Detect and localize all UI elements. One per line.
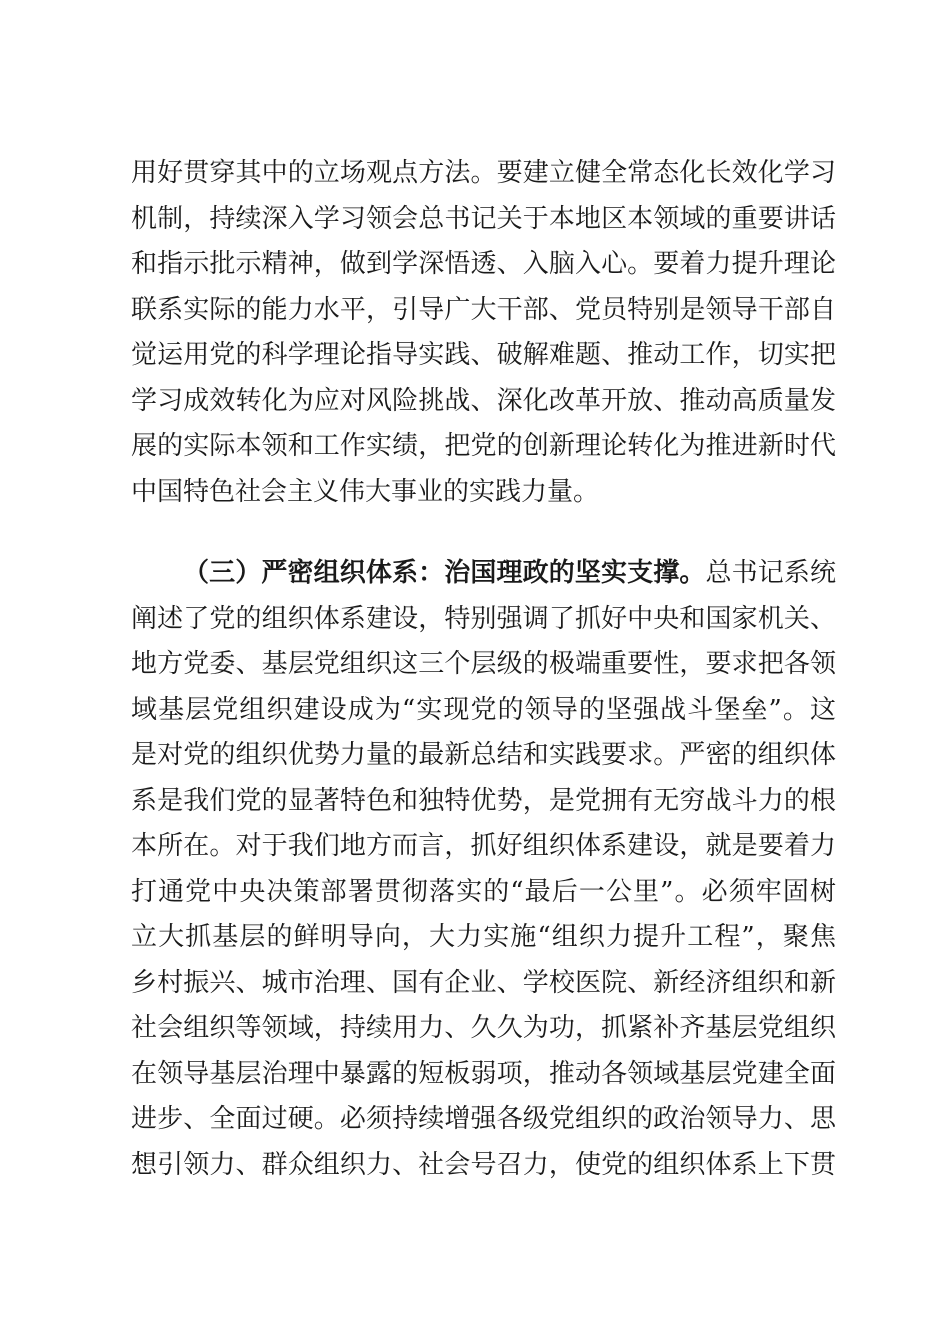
heading-continuation: 总书记系统 bbox=[705, 558, 836, 588]
text-line: 想引领力、群众组织力、社会号召力，使党的组织体系上下贯 bbox=[131, 1149, 836, 1180]
paragraph-study-mechanism bbox=[131, 151, 836, 515]
text-line: 域基层党组织建设成为“实现党的领导的坚强战斗堡垒”。这 bbox=[131, 694, 836, 725]
text-line: 在领导基层治理中暴露的短板弱项，推动各领域基层党建全面 bbox=[131, 1058, 836, 1089]
text-line: 展的实际本领和工作实绩，把党的创新理论转化为推进新时代 bbox=[131, 431, 836, 461]
paragraph-organization-system bbox=[131, 551, 836, 1188]
text-line: 联系实际的能力水平，引导广大干部、党员特别是领导干部自 bbox=[131, 294, 836, 325]
text-line: 用好贯穿其中的立场观点方法。要建立健全常态化长效化学习 bbox=[131, 158, 836, 188]
text-line: 觉运用党的科学理论指导实践、破解难题、推动工作，切实把 bbox=[131, 340, 836, 370]
text-line: 打通党中央决策部署贯彻落实的“最后一公里”。必须牢固树 bbox=[131, 876, 836, 907]
text-line: 立大抓基层的鲜明导向，大力实施“组织力提升工程”，聚焦 bbox=[131, 922, 836, 952]
text-line: 乡村振兴、城市治理、国有企业、学校医院、新经济组织和新 bbox=[131, 967, 836, 998]
text-line: 学习成效转化为应对风险挑战、深化改革开放、推动高质量发 bbox=[131, 385, 836, 416]
text-line: 社会组织等领域，持续用力、久久为功，抓紧补齐基层党组织 bbox=[131, 1013, 836, 1043]
text-line: 是对党的组织优势力量的最新总结和实践要求。严密的组织体 bbox=[131, 740, 836, 770]
text-line: 本所在。对于我们地方而言，抓好组织体系建设，就是要着力 bbox=[131, 831, 836, 861]
text-line: 进步、全面过硬。必须持续增强各级党组织的政治领导力、思 bbox=[131, 1104, 836, 1134]
text-line: 系是我们党的显著特色和独特优势，是党拥有无穷战斗力的根 bbox=[131, 785, 836, 816]
text-line: 中国特色社会主义伟大事业的实践力量。 bbox=[131, 476, 600, 507]
text-line: 机制，持续深入学习领会总书记关于本地区本领域的重要讲话 bbox=[131, 203, 836, 234]
text-line-first bbox=[131, 551, 836, 597]
text-line: 和指示批示精神，做到学深悟透、入脑入心。要着力提升理论 bbox=[131, 249, 836, 279]
text-line: 阐述了党的组织体系建设，特别强调了抓好中央和国家机关、 bbox=[131, 603, 836, 634]
section-heading: （三）严密组织体系：治国理政的坚实支撑。 bbox=[183, 558, 706, 588]
text-line: 地方党委、基层党组织这三个层级的极端重要性，要求把各领 bbox=[131, 649, 836, 679]
